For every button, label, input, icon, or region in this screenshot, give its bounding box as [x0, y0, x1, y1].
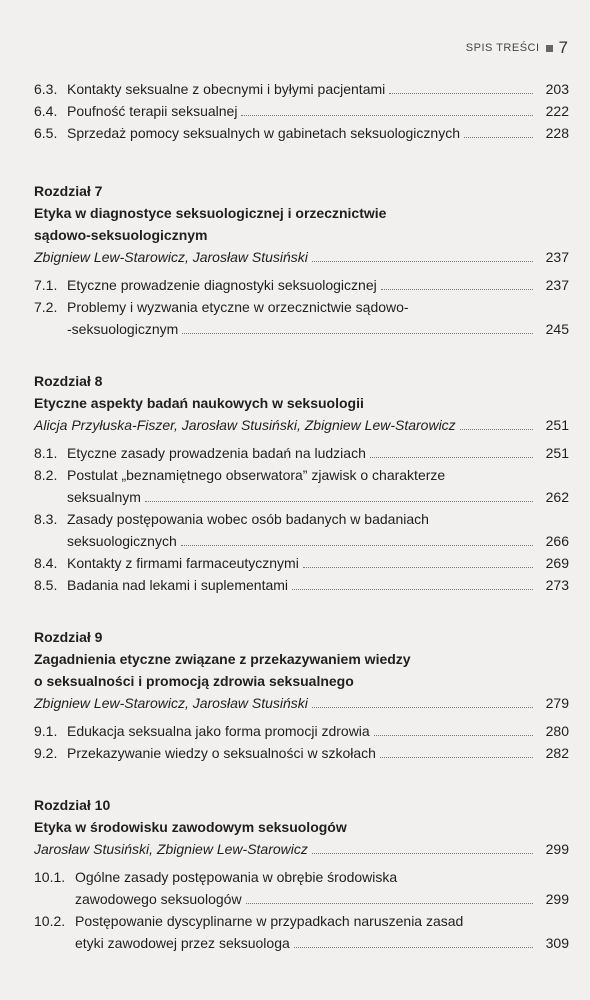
toc-entry	[34, 742, 569, 764]
entry-page: 280	[545, 723, 569, 739]
entry-page: 228	[545, 125, 569, 141]
entry-number: 10.1.	[34, 869, 66, 885]
toc-entry	[34, 574, 569, 596]
entry-page: 245	[545, 321, 569, 337]
toc-entry-cont	[34, 888, 569, 910]
authors-text: Jarosław Stusiński, Zbigniew Lew-Starowicz	[34, 841, 308, 857]
chapter-authors	[34, 414, 569, 436]
entry-title: Badania nad lekami i suplementami	[67, 577, 289, 593]
dot-leader	[292, 588, 533, 590]
entry-title: Postulat „beznamiętnego obserwatora” zjawisk o charakterze	[67, 467, 446, 483]
entry-number: 6.5.	[34, 125, 58, 141]
entry-title: Zasady postępowania wobec osób badanych w badaniach	[67, 511, 429, 527]
chapter-title-cont: sądowo-seksuologicznym	[34, 227, 208, 243]
entry-title-cont: seksuologicznych	[67, 533, 177, 549]
chapter-label: Rozdział 9	[34, 629, 103, 645]
authors-text: Alicja Przyłuska-Fiszer, Jarosław Stusiński, Zbigniew Lew-Starowicz	[34, 417, 456, 433]
dot-leader	[303, 566, 533, 568]
dot-leader	[182, 332, 533, 334]
toc-entry-cont	[34, 530, 569, 552]
dot-leader	[294, 946, 533, 948]
entry-title: Etyczne prowadzenie diagnostyki seksuologicznej	[67, 277, 377, 293]
toc-entry	[34, 720, 569, 742]
toc-entry-cont	[34, 486, 569, 508]
entry-number: 8.1.	[34, 445, 58, 461]
entry-title: Przekazywanie wiedzy o seksualności w szkołach	[67, 745, 376, 761]
toc-entry-cont	[34, 932, 569, 954]
entry-page: 279	[545, 695, 569, 711]
entry-number: 6.3.	[34, 81, 58, 97]
chapter-label: Rozdział 7	[34, 183, 103, 199]
chapter-title-cont: o seksualności i promocją zdrowia seksualnego	[34, 673, 354, 689]
chapter-authors	[34, 838, 569, 860]
dot-leader	[312, 852, 533, 854]
toc-entry	[34, 464, 569, 486]
entry-number: 9.1.	[34, 723, 58, 739]
entry-page: 299	[545, 891, 569, 907]
dot-leader	[246, 902, 533, 904]
entry-number: 8.2.	[34, 467, 58, 483]
entry-title: Postępowanie dyscyplinarne w przypadkach naruszenia zasad	[75, 913, 464, 929]
entry-title: Kontakty z firmami farmaceutycznymi	[67, 555, 299, 571]
entry-number: 9.2.	[34, 745, 58, 761]
entry-page: 262	[545, 489, 569, 505]
entry-number: 8.5.	[34, 577, 58, 593]
toc-entry	[34, 866, 569, 888]
running-header	[466, 38, 568, 58]
chapter-label: Rozdział 10	[34, 797, 111, 813]
authors-text: Zbigniew Lew-Starowicz, Jarosław Stusiński	[34, 249, 308, 265]
page-number: 7	[558, 38, 568, 57]
entry-title: Sprzedaż pomocy seksualnych w gabinetach seksuologicznych	[67, 125, 460, 141]
toc-entry-cont	[34, 318, 569, 340]
entry-page: 282	[545, 745, 569, 761]
chapter-authors	[34, 246, 569, 268]
dot-leader	[389, 92, 533, 94]
header-label: SPIS TREŚCI	[465, 42, 540, 54]
toc-entry	[34, 100, 569, 122]
entry-title: Problemy i wyzwania etyczne w orzecznictwie sądowo-	[67, 299, 409, 315]
dot-leader	[380, 756, 533, 758]
entry-title: Ogólne zasady postępowania w obrębie środowiska	[75, 869, 398, 885]
chapter-title: Etyczne aspekty badań naukowych w seksuologii	[34, 395, 364, 411]
entry-title-cont: etyki zawodowej przez seksuologa	[75, 935, 290, 951]
entry-number: 7.2.	[34, 299, 58, 315]
toc-entry	[34, 78, 569, 100]
entry-page: 251	[545, 445, 569, 461]
dot-leader	[145, 500, 533, 502]
entry-title: Poufność terapii seksualnej	[67, 103, 238, 119]
entry-number: 10.2.	[34, 913, 66, 929]
entry-page: 251	[545, 417, 569, 433]
chapter-authors	[34, 692, 569, 714]
toc-entry	[34, 296, 569, 318]
dot-leader	[181, 544, 533, 546]
chapter-title: Zagadnienia etyczne związane z przekazywaniem wiedzy	[34, 651, 411, 667]
dot-leader	[312, 706, 533, 708]
toc-entry	[34, 508, 569, 530]
entry-page: 273	[545, 577, 569, 593]
toc-entry	[34, 552, 569, 574]
entry-page: 237	[545, 249, 569, 265]
entry-number: 6.4.	[34, 103, 58, 119]
entry-title-cont: -seksuologicznym	[67, 321, 179, 337]
entry-title-cont: seksualnym	[67, 489, 141, 505]
entry-title-cont: zawodowego seksuologów	[75, 891, 242, 907]
entry-title: Edukacja seksualna jako forma promocji zdrowia	[67, 723, 370, 739]
chapter-title: Etyka w diagnostyce seksuologicznej i orzecznictwie	[34, 205, 387, 221]
dot-leader	[374, 734, 533, 736]
entry-number: 8.4.	[34, 555, 58, 571]
chapter-label: Rozdział 8	[34, 373, 103, 389]
dot-leader	[370, 456, 533, 458]
dot-leader	[381, 288, 533, 290]
toc-entry	[34, 442, 569, 464]
entry-page: 309	[545, 935, 569, 951]
table-of-contents	[34, 78, 569, 954]
header-square-mark	[546, 45, 553, 52]
chapter-title: Etyka w środowisku zawodowym seksuologów	[34, 819, 347, 835]
dot-leader	[464, 136, 533, 138]
toc-entry	[34, 274, 569, 296]
toc-entry	[34, 122, 569, 144]
authors-text: Zbigniew Lew-Starowicz, Jarosław Stusiński	[34, 695, 308, 711]
entry-number: 7.1.	[34, 277, 58, 293]
entry-page: 222	[545, 103, 569, 119]
entry-page: 299	[545, 841, 569, 857]
dot-leader	[241, 114, 533, 116]
entry-page: 237	[545, 277, 569, 293]
entry-page: 266	[545, 533, 569, 549]
toc-entry	[34, 910, 569, 932]
entry-page: 269	[545, 555, 569, 571]
entry-title: Etyczne zasady prowadzenia badań na ludziach	[67, 445, 366, 461]
entry-number: 8.3.	[34, 511, 58, 527]
dot-leader	[460, 428, 533, 430]
entry-title: Kontakty seksualne z obecnymi i byłymi pacjentami	[67, 81, 386, 97]
entry-page: 203	[545, 81, 569, 97]
dot-leader	[312, 260, 533, 262]
